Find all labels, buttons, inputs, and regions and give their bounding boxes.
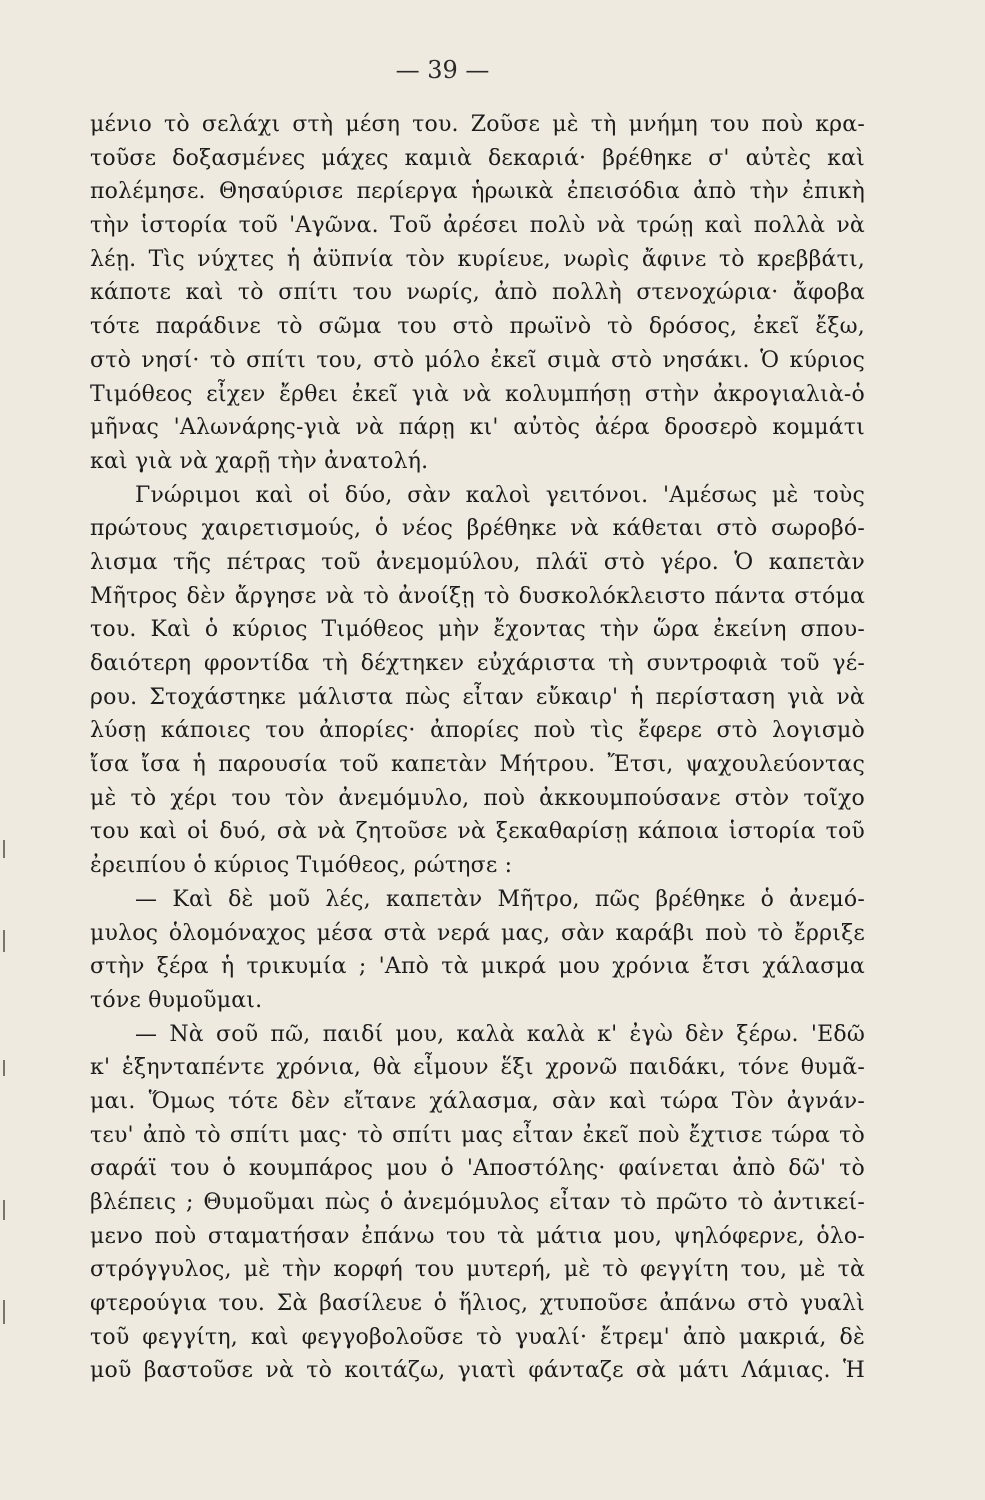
binding-tick	[3, 930, 5, 952]
text-line: του. Καὶ ὁ κύριος Τιμόθεος μὴν ἔχοντας τὴν ὥρα ἐκείνη σπου-	[90, 617, 865, 643]
text-line: τόνε θυμοῦμαι.	[90, 987, 263, 1013]
text-line: βλέπεις ; Θυμοῦμαι πὼς ὁ ἀνεμόμυλος εἶταν τὸ πρῶτο τὸ ἀντικεί-	[90, 1190, 865, 1215]
text-line: κάποτε καὶ τὸ σπίτι του νωρίς, ἀπὸ πολλὴ στενοχώρια· ἄφοβα	[90, 280, 865, 306]
text-line: ρου. Στοχάστηκε μάλιστα πὼς εἶταν εὔκαιρ' ἡ περίσταση γιὰ νὰ	[90, 684, 865, 710]
text-line: στὸ νησί· τὸ σπίτι του, στὸ μόλο ἐκεῖ σιμὰ στὸ νησάκι. Ὁ κύριος	[90, 347, 865, 373]
text-line: φτερούγια του. Σὰ βασίλευε ὁ ἥλιος, χτυποῦσε ἀπάνω στὸ γυαλὶ	[90, 1291, 865, 1317]
text-line: Τιμόθεος εἶχεν ἔρθει ἐκεῖ γιὰ νὰ κολυμπήσῃ στὴν ἀκρογιαλιὰ-ὁ	[90, 381, 865, 407]
text-line: Γνώριμοι καὶ οἱ δύο, σὰν καλοὶ γειτόνοι. 'Αμέσως μὲ τοὺς	[135, 482, 865, 508]
binding-tick	[3, 840, 5, 858]
text-line: τὴν ἱστορία τοῦ 'Αγῶνα. Τοῦ ἀρέσει πολὺ νὰ τρώῃ καὶ πολλὰ νὰ	[90, 213, 865, 239]
text-line: Μῆτρος δὲν ἄργησε νὰ τὸ ἀνοίξῃ τὸ δυσκολόκλειστο πάντα στόμα	[90, 583, 865, 609]
text-line: μένιο τὸ σελάχι στὴ μέση του. Ζοῦσε μὲ τὴ μνήμη του ποὺ κρα-	[90, 112, 865, 137]
text-line: τοῦσε δοξασμένες μάχες καμιὰ δεκαριά· βρέθηκε σ' αὐτὲς καὶ	[90, 145, 865, 171]
text-line: λύσῃ κάποιες του ἀπορίες· ἀπορίες ποὺ τὶς ἔφερε στὸ λογισμὸ	[90, 718, 865, 744]
text-line: πολέμησε. Θησαύρισε περίεργα ἡρωικὰ ἐπεισόδια ἀπὸ τὴν ἐπικὴ	[90, 179, 865, 205]
body-text	[90, 108, 865, 1388]
text-line: του καὶ οἱ δυό, σὰ νὰ ζητοῦσε νὰ ξεκαθαρίσῃ κάποια ἱστορία τοῦ	[90, 819, 865, 845]
binding-margin	[0, 820, 12, 1420]
text-line: μοῦ βαστοῦσε νὰ τὸ κοιτάζω, γιατὶ φάνταζε σὰ μάτι Λάμιας. Ἡ	[90, 1358, 865, 1384]
text-line: μῆνας 'Αλωνάρης-γιὰ νὰ πάρῃ κι' αὐτὸς ἀέρα δροσερὸ κομμάτι	[90, 415, 865, 441]
text-line: καὶ γιὰ νὰ χαρῇ τὴν ἀνατολή.	[90, 448, 429, 474]
text-line: μυλος ὁλομόναχος μέσα στὰ νερά μας, σὰν καράβι ποὺ τὸ ἔρριξε	[90, 920, 865, 946]
text-line: λέῃ. Τὶς νύχτες ἡ ἀϋπνία τὸν κυρίευε, νωρὶς ἄφινε τὸ κρεββάτι,	[90, 246, 865, 272]
binding-tick	[3, 1200, 5, 1220]
text-line: μενο ποὺ σταματήσαν ἐπάνω του τὰ μάτια μου, ψηλόφερνε, ὁλο-	[90, 1223, 865, 1249]
text-line: τότε παράδινε τὸ σῶμα του στὸ πρωϊνὸ τὸ δρόσος, ἐκεῖ ἔξω,	[90, 314, 865, 340]
text-line: ἐρειπίου ὁ κύριος Τιμόθεος, ρώτησε :	[90, 853, 513, 879]
text-line: τευ' ἀπὸ τὸ σπίτι μας· τὸ σπίτι μας εἶταν ἐκεῖ ποὺ ἔχτισε τώρα τὸ	[90, 1122, 865, 1148]
text-line: σαράϊ του ὁ κουμπάρος μου ὁ 'Αποστόλης· φαίνεται ἀπὸ δῶ' τὸ	[90, 1156, 865, 1182]
text-line: — Καὶ δὲ μοῦ λές, καπετὰν Μῆτρο, πῶς βρέθηκε ὁ ἀνεμό-	[135, 886, 865, 912]
text-line: ἴσα ἴσα ἡ παρουσία τοῦ καπετὰν Μήτρου. Ἔτσι, ψαχουλεύοντας	[90, 752, 865, 778]
text-line: πρώτους χαιρετισμούς, ὁ νέος βρέθηκε νὰ κάθεται στὸ σωροβό-	[90, 516, 865, 542]
text-line: τοῦ φεγγίτη, καὶ φεγγοβολοῦσε τὸ γυαλί· ἔτρεμ' ἀπὸ μακριά, δὲ	[90, 1324, 865, 1350]
binding-tick	[3, 1060, 5, 1076]
text-line: — Νὰ σοῦ πῶ, παιδί μου, καλὰ καλὰ κ' ἐγὼ δὲν ξέρω. 'Εδῶ	[135, 1021, 865, 1047]
text-line: στὴν ξέρα ἡ τρικυμία ; 'Απὸ τὰ μικρά μου χρόνια ἔτσι χάλασμα	[90, 954, 865, 980]
binding-tick	[3, 1300, 5, 1324]
text-line: στρόγγυλος, μὲ τὴν κορφή του μυτερή, μὲ τὸ φεγγίτη του, μὲ τὰ	[90, 1257, 865, 1283]
page-number: — 39 —	[395, 56, 490, 84]
text-line: δαιότερη φροντίδα τὴ δέχτηκεν εὐχάριστα τὴ συντροφιὰ τοῦ γέ-	[90, 651, 865, 676]
text-line: λισμα τῆς πέτρας τοῦ ἀνεμομύλου, πλάϊ στὸ γέρο. Ὁ καπετὰν	[90, 549, 865, 575]
text-line: κ' ἑξηνταπέντε χρόνια, θὰ εἶμουν ἕξι χρονῶ παιδάκι, τόνε θυμᾶ-	[90, 1055, 865, 1081]
text-line: μὲ τὸ χέρι του τὸν ἀνεμόμυλο, ποὺ ἀκκουμπούσανε στὸν τοῖχο	[90, 785, 865, 811]
text-line: μαι. Ὅμως τότε δὲν εἴτανε χάλασμα, σὰν καὶ τώρα Τὸν ἀγνάν-	[90, 1088, 865, 1114]
